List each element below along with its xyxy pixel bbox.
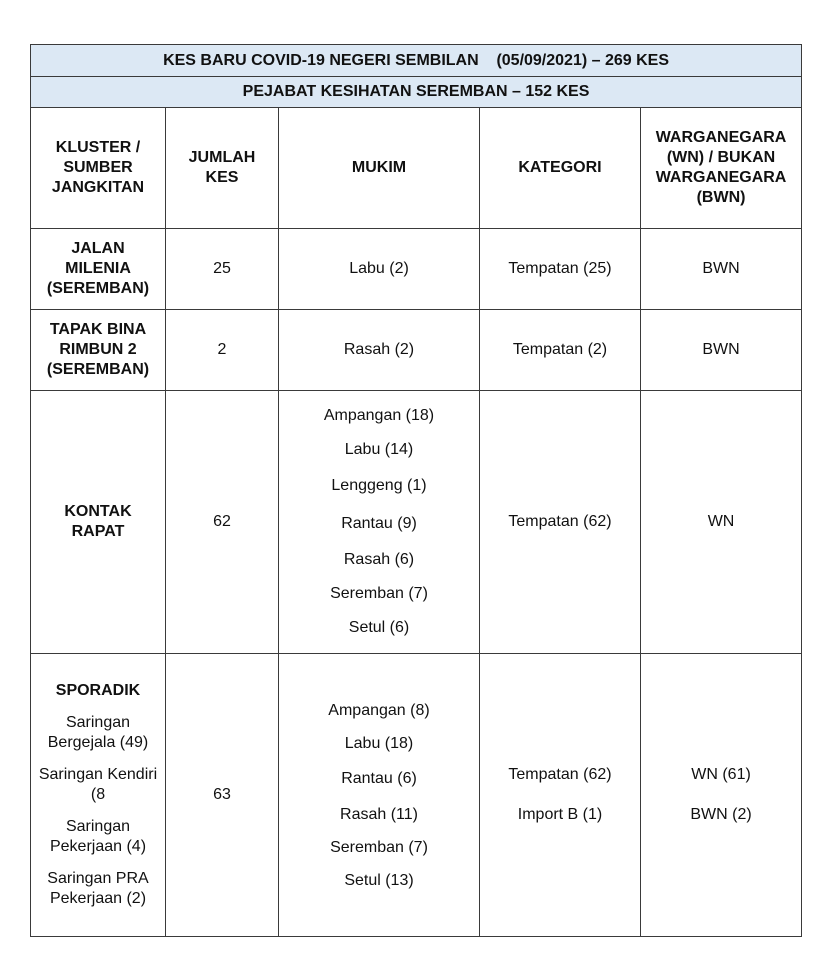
wn-cell: BWN [641,310,802,391]
mukim-item: Setul (13) [344,871,414,889]
table-row [31,229,802,310]
table-title: KES BARU COVID-19 NEGERI SEMBILAN (05/09/2021) – 269 KES [31,45,802,77]
table-row [31,391,802,654]
header-kluster: KLUSTER / SUMBER JANGKITAN [31,108,166,229]
jumlah-cell: 2 [166,310,279,391]
mukim-cell: Labu (2) [279,229,480,310]
mukim-item: Labu (18) [344,734,414,752]
mukim-item: Lenggeng (1) [331,477,427,494]
wn-item: BWN (2) [690,806,752,823]
header-row [31,108,802,229]
kategori-item: Tempatan (62) [508,766,612,783]
sporadik-item: Saringan Bergejala (49) [47,714,149,751]
header-warganegara: WARGANEGARA (WN) / BUKAN WARGANEGARA (BWN) [641,108,802,229]
covid-cases-table [30,44,802,937]
mukim-item: Rasah (11) [340,805,418,823]
wn-cell [641,654,802,937]
mukim-cell: Rasah (2) [279,310,480,391]
kategori-cell [480,654,641,937]
table-row [31,310,802,391]
sporadik-item: Saringan Kendiri (8 [38,766,158,803]
kategori-cell: Tempatan (62) [480,391,641,654]
mukim-item: Seremban (7) [330,838,428,856]
table-row [31,654,802,937]
jumlah-cell: 62 [166,391,279,654]
cluster-cell [31,654,166,937]
cluster-cell: TAPAK BINA RIMBUN 2 (SEREMBAN) [31,310,166,391]
wn-cell: WN [641,391,802,654]
mukim-item: Ampangan (18) [323,407,435,424]
mukim-item: Rasah (6) [343,551,415,568]
cluster-cell: JALAN MILENIA (SEREMBAN) [31,229,166,310]
wn-cell: BWN [641,229,802,310]
cluster-cell: KONTAK RAPAT [31,391,166,654]
kategori-item: Import B (1) [517,806,603,823]
header-mukim: MUKIM [279,108,480,229]
mukim-item: Setul (6) [348,619,410,636]
mukim-item: Rantau (9) [341,515,417,532]
sporadik-item: Saringan Pekerjaan (4) [49,818,147,855]
mukim-cell [279,654,480,937]
table-subtitle: PEJABAT KESIHATAN SEREMBAN – 152 KES [31,77,802,108]
sporadik-item: Saringan PRA Pekerjaan (2) [47,870,149,907]
jumlah-cell: 63 [166,654,279,937]
header-kategori: KATEGORI [480,108,641,229]
mukim-item: Rantau (6) [341,769,417,787]
jumlah-cell: 25 [166,229,279,310]
mukim-item: Labu (14) [344,441,414,458]
mukim-cell [279,391,480,654]
kategori-cell: Tempatan (25) [480,229,641,310]
cluster-title: SPORADIK [55,682,141,699]
kategori-cell: Tempatan (2) [480,310,641,391]
mukim-item: Ampangan (8) [328,701,430,719]
mukim-item: Seremban (7) [330,585,428,602]
wn-item: WN (61) [691,766,751,783]
header-jumlah: JUMLAH KES [166,108,279,229]
